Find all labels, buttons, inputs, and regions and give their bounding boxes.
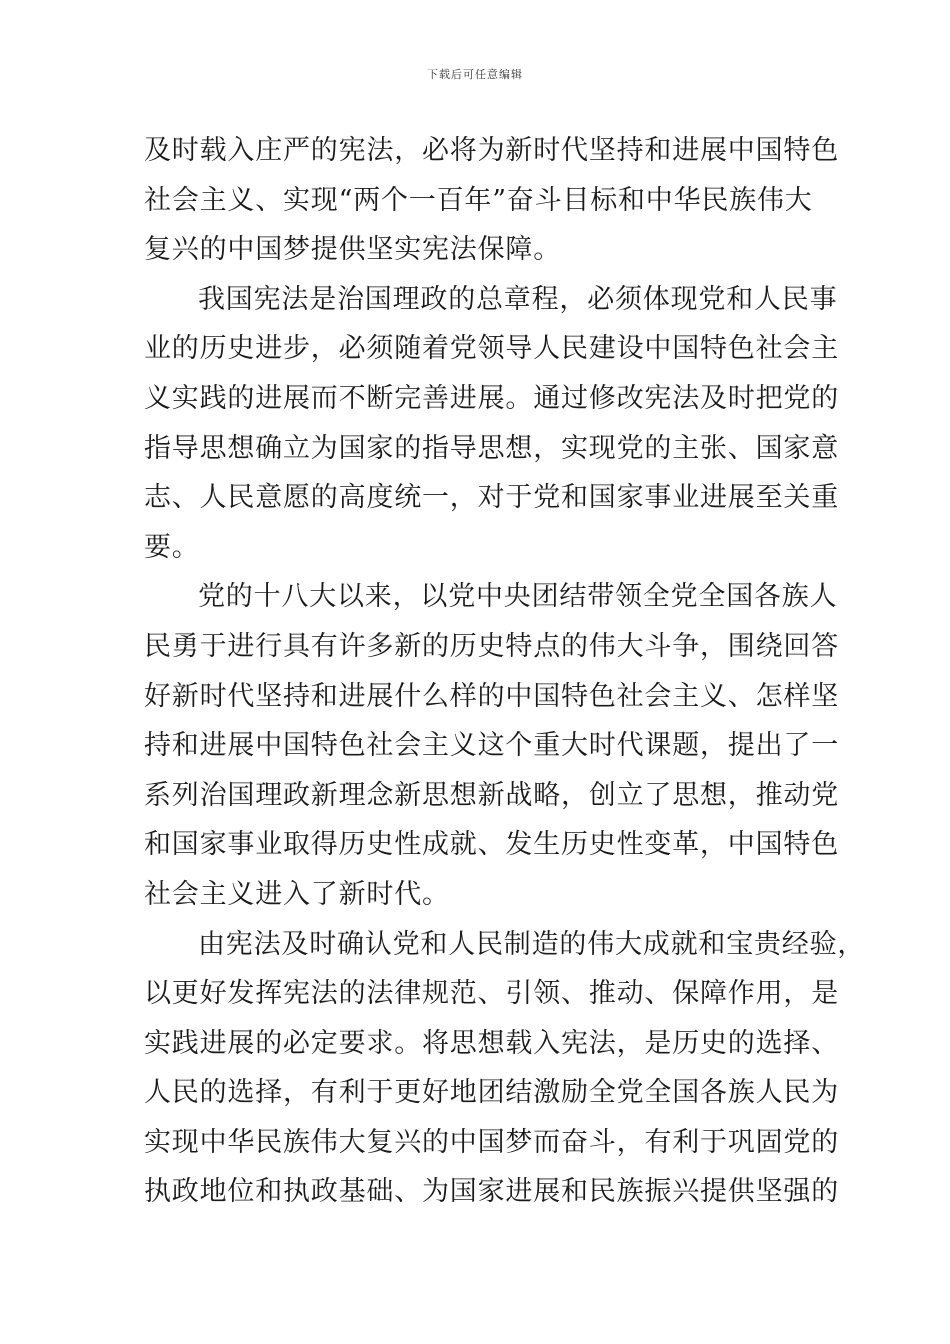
paragraph <box>144 572 839 919</box>
text-line: 党的十八大以来，以党中央团结带领全党全国各族人 <box>198 581 838 613</box>
text-line: 系列治国理政新理念新思想新战略，创立了思想，推动党 <box>144 779 839 811</box>
text-line: 业的历史进步，必须随着党领导人民建设中国特色社会主 <box>144 333 839 365</box>
text-line: 志、人民意愿的高度统一，对于党和国家事业进展至关重 <box>144 482 839 514</box>
text-line: 社会主义进入了新时代。 <box>144 878 450 910</box>
paragraph <box>144 275 839 573</box>
text-line: 人民的选择，有利于更好地团结激励全党全国各族人民为 <box>144 1077 839 1109</box>
paragraph <box>144 920 866 1218</box>
text-line: 实现中华民族伟大复兴的中国梦而奋斗，有利于巩固党的 <box>144 1126 839 1158</box>
text-line: 和国家事业取得历史性成就、发生历史性变革，中国特色 <box>144 829 839 861</box>
text-line: 社会主义、实现“两个一百年”奋斗目标和中华民族伟大 <box>144 184 813 216</box>
text-line: 执政地位和执政基础、为国家进展和民族振兴提供坚强的 <box>144 1176 839 1208</box>
text-line: 以更好发挥宪法的法律规范、引领、推动、保障作用，是 <box>144 978 839 1010</box>
text-line: 由宪法及时确认党和人民制造的伟大成就和宝贵经验， <box>198 928 866 960</box>
text-line: 我国宪法是治国理政的总章程，必须体现党和人民事 <box>198 283 838 315</box>
page-header: 下载后可任意编辑 <box>427 68 523 81</box>
text-line: 复兴的中国梦提供坚实宪法保障。 <box>144 234 561 266</box>
text-line: 义实践的进展而不断完善进展。通过修改宪法及时把党的 <box>144 382 839 414</box>
text-line: 要。 <box>144 531 200 563</box>
text-line: 持和进展中国特色社会主义这个重大时代课题，提出了一 <box>144 730 839 762</box>
text-line: 及时载入庄严的宪法，必将为新时代坚持和进展中国特色 <box>144 135 839 166</box>
text-line: 指导思想确立为国家的指导思想，实现党的主张、国家意 <box>144 432 839 464</box>
paragraph <box>144 126 839 275</box>
text-line: 民勇于进行具有许多新的历史特点的伟大斗争，围绕回答 <box>144 630 839 662</box>
text-line: 好新时代坚持和进展什么样的中国特色社会主义、怎样坚 <box>144 680 839 712</box>
text-line: 实践进展的必定要求。将思想载入宪法，是历史的选择、 <box>144 1027 839 1059</box>
document-body <box>144 126 866 1217</box>
